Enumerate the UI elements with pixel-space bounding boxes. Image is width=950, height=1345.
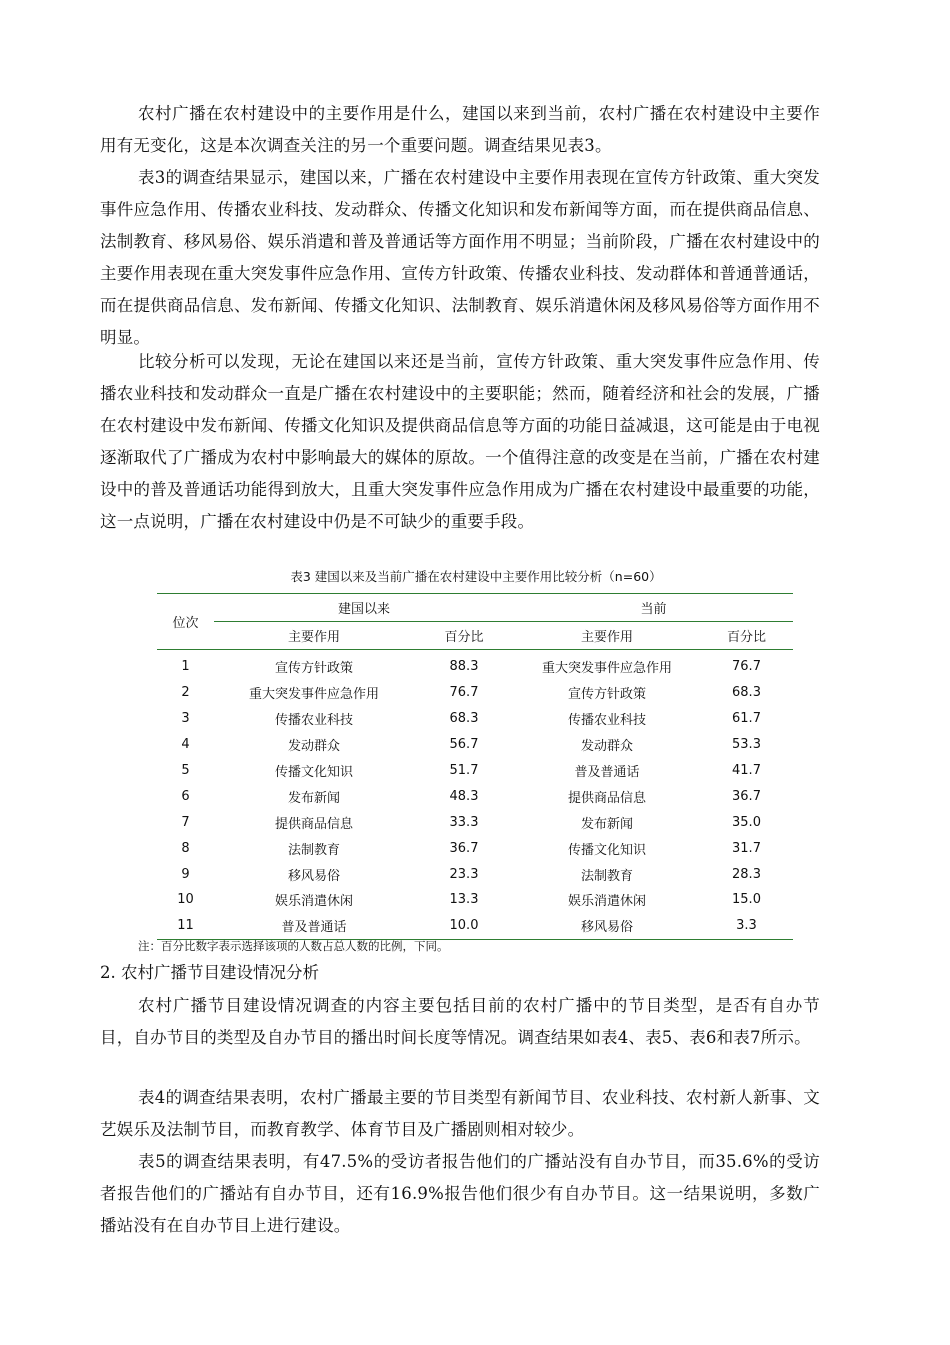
cell-now-role: 法制教育 bbox=[580, 868, 633, 884]
cell-past-role: 宣传方针政策 bbox=[274, 661, 353, 677]
cell-rank: 1 bbox=[181, 659, 190, 675]
cell-now-pct: 28.3 bbox=[732, 866, 761, 882]
cell-now-pct: 15.0 bbox=[732, 892, 761, 908]
cell-now-pct: 31.7 bbox=[732, 840, 761, 856]
paragraph-table5-results: 表5的调查结果表明，有47.5%的受访者报告他们的广播站没有自办节目，而35.6%的受访者报告他们的广播站有自办节目，还有16.9%报告他们很少有自办节目。这一结果说明，多数广播站没有在自办节目上进行建设。 bbox=[100, 1152, 820, 1235]
cell-now-role: 发动群众 bbox=[580, 739, 633, 755]
cell-rank: 2 bbox=[181, 685, 190, 701]
section-heading: 2. 农村广播节目建设情况分析 bbox=[100, 963, 319, 982]
cell-past-pct: 51.7 bbox=[449, 763, 479, 778]
cell-rank: 4 bbox=[181, 737, 190, 753]
cell-past-role: 普及普通话 bbox=[214, 913, 414, 939]
header-group-past: 建国以来 bbox=[214, 594, 514, 622]
cell-past-pct: 33.3 bbox=[449, 814, 479, 830]
cell-now-role: 普及普通话 bbox=[574, 765, 640, 780]
cell-past-role: 法制教育 bbox=[287, 842, 340, 858]
table-row bbox=[157, 809, 793, 835]
cell-rank: 7 bbox=[181, 814, 190, 830]
header-now-pct: 百分比 bbox=[700, 622, 793, 650]
cell-rank: 5 bbox=[181, 763, 190, 778]
cell-rank: 3 bbox=[181, 711, 190, 727]
cell-now-pct: 35.0 bbox=[732, 814, 761, 830]
table3-note: 注：百分比数字表示选择该项的人数占总人数的比例，下同。 bbox=[138, 939, 449, 953]
table-row bbox=[157, 835, 793, 861]
table-row bbox=[157, 783, 793, 809]
paragraph-comparison: 比较分析可以发现，无论在建国以来还是当前，宣传方针政策、重大突发事件应急作用、传播农业科技和发动群众一直是广播在农村建设中的主要职能；然而，随着经济和社会的发展，广播在农村建设中发布新闻、传播文化知识及提供商品信息等方面的功能日益减退，这可能是由于电视逐渐取代了广播成为农村中影响最大的媒体的原故。一个值得注意的改变是在当前，广播在农村建设中的普及普通话功能得到放大，且重大突发事件应急作用成为广播在农村建设中最重要的功能，这一点说明，广播在农村建设中仍是不可缺少的重要手段。 bbox=[100, 352, 820, 531]
cell-rank: 8 bbox=[181, 840, 190, 856]
cell-past-pct: 36.7 bbox=[449, 840, 479, 856]
cell-past-role: 娱乐消遣休闲 bbox=[274, 894, 353, 910]
cell-now-role: 传播文化知识 bbox=[567, 842, 646, 858]
header-past-role: 主要作用 bbox=[214, 622, 414, 650]
cell-past-role: 传播文化知识 bbox=[274, 765, 353, 780]
cell-now-role: 娱乐消遣休闲 bbox=[567, 894, 646, 910]
cell-past-role: 发动群众 bbox=[287, 739, 340, 755]
table-row bbox=[157, 758, 793, 784]
cell-past-pct: 10.0 bbox=[414, 913, 514, 939]
paragraph-table4-results: 表4的调查结果表明，农村广播最主要的节目类型有新闻节目、农业科技、农村新人新事、文艺娱乐及法制节目，而教育教学、体育节目及广播剧则相对较少。 bbox=[100, 1088, 820, 1139]
cell-past-role: 传播农业科技 bbox=[274, 713, 353, 729]
cell-now-role: 传播农业科技 bbox=[567, 713, 646, 729]
header-group-now: 当前 bbox=[514, 594, 793, 622]
paragraph-program-survey: 农村广播节目建设情况调查的内容主要包括目前的农村广播中的节目类型，是否有自办节目，自办节目的类型及自办节目的播出时间长度等情况。调查结果如表4、表5、表6和表7所示。 bbox=[100, 996, 820, 1047]
cell-past-role: 重大突发事件应急作用 bbox=[248, 687, 379, 703]
cell-rank: 6 bbox=[181, 788, 190, 804]
cell-now-role: 重大突发事件应急作用 bbox=[541, 661, 672, 677]
table-row bbox=[157, 650, 793, 680]
table-row bbox=[157, 706, 793, 732]
table-row bbox=[157, 887, 793, 913]
cell-rank: 11 bbox=[157, 913, 214, 939]
table3-caption: 表3 建国以来及当前广播在农村建设中主要作用比较分析（n=60） bbox=[290, 569, 662, 584]
header-rank: 位次 bbox=[157, 594, 214, 650]
cell-now-pct: 53.3 bbox=[732, 737, 761, 753]
cell-rank: 10 bbox=[177, 892, 194, 908]
cell-past-pct: 68.3 bbox=[449, 711, 479, 727]
cell-past-pct: 56.7 bbox=[449, 737, 479, 753]
cell-rank: 9 bbox=[181, 866, 190, 882]
cell-now-role: 发布新闻 bbox=[580, 816, 633, 832]
cell-now-pct: 3.3 bbox=[700, 913, 793, 939]
header-past-pct: 百分比 bbox=[414, 622, 514, 650]
paragraph-table3-results: 表3的调查结果显示，建国以来，广播在农村建设中主要作用表现在宣传方针政策、重大突发事件应急作用、传播农业科技、发动群众、传播文化知识和发布新闻等方面，而在提供商品信息、法制教育、移风易俗、娱乐消遣和普及普通话等方面作用不明显；当前阶段，广播在农村建设中的主要作用表现在重大突发事件应急作用、宣传方针政策、传播农业科技、发动群体和普通普通话，而在提供商品信息、发布新闻、传播文化知识、法制教育、娱乐消遣休闲及移风易俗等方面作用不明显。 bbox=[100, 168, 820, 347]
cell-now-pct: 41.7 bbox=[732, 763, 761, 778]
table3 bbox=[157, 593, 793, 940]
table-row bbox=[157, 913, 793, 939]
cell-now-pct: 36.7 bbox=[732, 788, 761, 804]
cell-past-pct: 76.7 bbox=[449, 685, 479, 701]
paragraph-intro: 农村广播在农村建设中的主要作用是什么，建国以来到当前，农村广播在农村建设中主要作用有无变化，这是本次调查关注的另一个重要问题。调查结果见表3。 bbox=[100, 104, 820, 155]
cell-now-pct: 61.7 bbox=[732, 711, 761, 727]
cell-past-pct: 48.3 bbox=[449, 788, 479, 804]
cell-past-role: 提供商品信息 bbox=[274, 816, 353, 832]
header-now-role: 主要作用 bbox=[514, 622, 700, 650]
cell-now-role: 宣传方针政策 bbox=[567, 687, 646, 703]
cell-past-pct: 13.3 bbox=[449, 892, 479, 908]
cell-now-pct: 68.3 bbox=[732, 685, 761, 701]
cell-past-role: 发布新闻 bbox=[287, 790, 340, 806]
table-row bbox=[157, 732, 793, 758]
cell-past-pct: 88.3 bbox=[449, 659, 479, 675]
cell-now-pct: 76.7 bbox=[732, 659, 761, 675]
cell-past-role: 移风易俗 bbox=[287, 868, 340, 884]
cell-now-role: 提供商品信息 bbox=[567, 790, 646, 806]
cell-past-pct: 23.3 bbox=[449, 866, 479, 882]
table-row bbox=[157, 861, 793, 887]
cell-now-role: 移风易俗 bbox=[514, 913, 700, 939]
table-row bbox=[157, 680, 793, 706]
